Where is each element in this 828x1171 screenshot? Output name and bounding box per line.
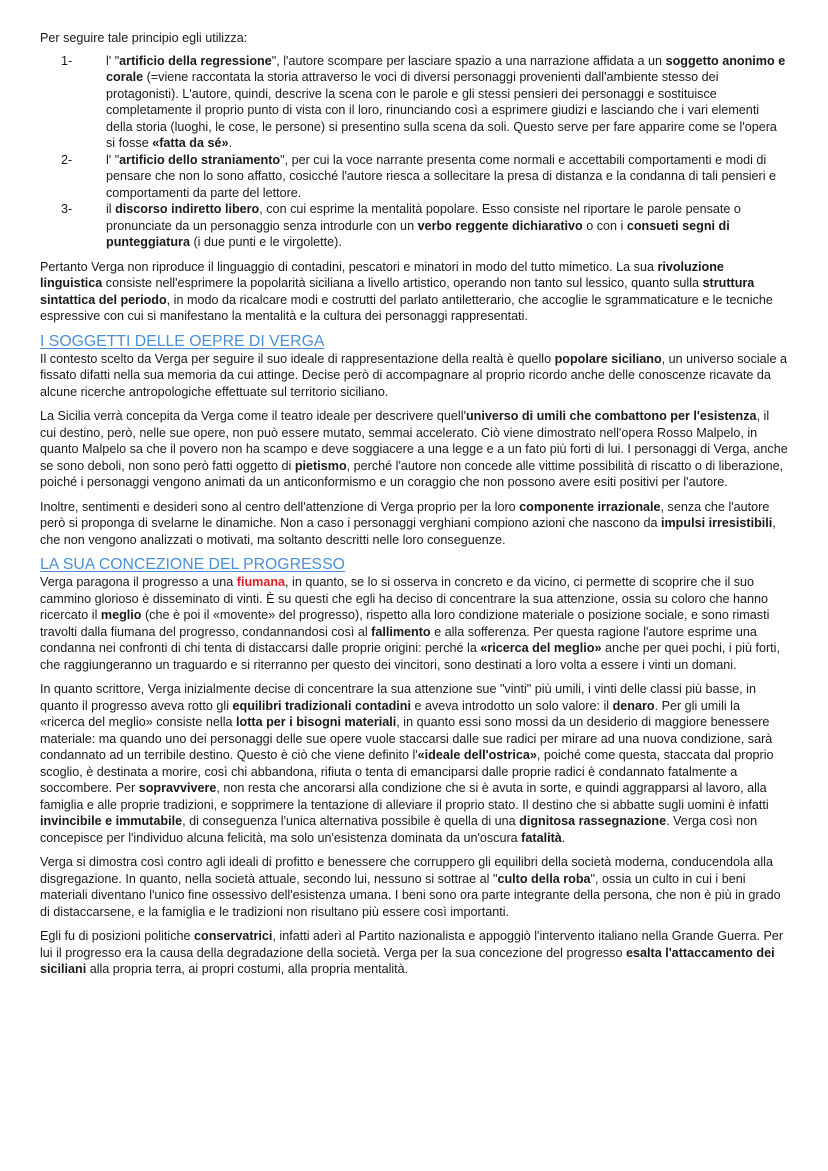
paragraph-linguistic-revolution: Pertanto Verga non riproduce il linguaggio di contadini, pescatori e minatori in modo del tutto mimetico. La sua rivoluzione linguistica consiste nell'esprimere la popolarità siciliana a livello artistico, operando non tanto sul lessico, quanto sulla struttura sintattica del periodo, in modo da ricalcare modi e costrutti del parlato antiletterario, che accoglie le sgrammaticature e le tecniche espressive con cui si manifestano la mentalità e la cultura dei personaggi rappresentati. (40, 259, 773, 323)
paragraph-sicily: La Sicilia verrà concepita da Verga come il teatro ideale per descrivere quell'universo di umili che combattono per l'esistenza, il cui destino, però, nelle sue opere, non può essere mutato, semmai accelerato. Ciò viene dimostrato nell'opera Rosso Malpelo, in quanto Malpelo sa che il povero non ha scampo e deve soggiacere a una legge e a un fato più forti di lui. I personaggi di Verga, anche se sono deboli, non sono però fatti oggetto di pietismo, perché l'autore non concede alle vittime possibilità di riscatto o di liberazione, poiché i personaggi vengono animati da un anticonformismo e un coraggio che non possono avere esiti positivi per l'autore. (40, 409, 788, 489)
list-item: 1- l' "artificio della regressione", l'autore scompare per lasciare spazio a una narrazione affidata a un soggetto anonimo e corale (=viene raccontata la storia attraverso le voci di diversi personaggi provenienti dall'ambiente stesso dei protagonisti). L'autore, quindi, descrive la scena con le parole e gli stessi pensieri dei personaggi e sostituisce completamente il proprio punto di vista con il loro, rinunciando così a esprimere giudizi e lasciando che i vari elementi della storia (luoghi, le cose, le persone) si presentino sulla scena da soli. Questo serve per fare apparire come se l'opera si fosse «fatta da sé». (61, 53, 786, 150)
paragraph-politics: Egli fu di posizioni politiche conservatrici, infatti aderì al Partito nazionalista e appoggiò l'intervento italiano nella Grande Guerra. Per lui il progresso era la causa della degradazione della società. Verga per la sua concezione del progresso esalta l'attaccamento dei siciliani alla propria terra, ai propri costumi, alla propria mentalità. (40, 929, 784, 976)
numbered-list (40, 53, 788, 251)
paragraph-fiumana: Verga paragona il progresso a una fiumana, in quanto, se lo si osserva in concreto e da vicino, ci permette di scoprire che il suo cammino glorioso è disseminato di vinti. È su questi che egli ha deciso di concentrare la sua attenzione, ossia su coloro che hanno ricercato il meglio (che è poi il «movente» del progresso), rispetto alla loro condizione materiale o posizione sociale, e sono rimasti travolti dalla fiumana del progresso, condannandosi così al fallimento e alla sofferenza. Per questa ragione l'autore esprime una condanna nei confronti di chi tenta di distaccarsi dalle proprie origini: perché la «ricerca del meglio» anche per quei pochi, i più forti, che raggiungeranno un traguardo e si riterranno per questo dei vincitori, sono destinati a loro volta a essere i vinti un domani. (40, 575, 780, 672)
list-number: 2- (61, 152, 73, 167)
paragraph-feelings: Inoltre, sentimenti e desideri sono al centro dell'attenzione di Verga proprio per la loro componente irrazionale, senza che l'autore però si proponga di svelarne le dinamiche. Non a caso i personaggi verghiani compiono azioni che nascono da impulsi irresistibili, che non vengono analizzati o motivati, ma soltanto descritti nelle loro conseguenze. (40, 499, 776, 547)
section-heading-subjects: I SOGGETTI DELLE OEPRE DI VERGA (40, 332, 325, 350)
paragraph-context: Il contesto scelto da Verga per seguire il suo ideale di rappresentazione della realtà è quello popolare siciliano, un universo sociale a fissato difatti nella sua memoria da cui attinge. Decise però di accompagnare al proprio ricordo anche delle conoscenze ricavate da alcune ricerche antropologiche effettuate sul territorio siciliano. (40, 351, 787, 399)
list-item: 2- l' "artificio dello straniamento", per cui la voce narrante presenta come normali e accettabili comportamenti e modi di pensare che non lo sono affatto, cosicché l'autore riesca a sollecitare la presa di distanza e la condanna di tali pensieri e comportamenti da parte del lettore. (61, 152, 777, 200)
paragraph-culto-della-roba: Verga si dimostra così contro agli ideali di profitto e benessere che corruppero gli equilibri della società moderna, conducendola alla disgregazione. In quanto, nella società attuale, secondo lui, nessuno si sottrae al "culto della roba", ossia un culto in cui i beni materiali diventano l'unico fine ossessivo dell'esistenza umana. I beni sono ora parte integrante della persona, che non è più in grado di distaccarsene, e la famiglia e le tradizioni non risultano più essere così importanti. (40, 855, 781, 919)
section-heading-progress: LA SUA CONCEZIONE DEL PROGRESSO (40, 556, 345, 573)
intro-paragraph: Per seguire tale principio egli utilizza: (40, 31, 248, 45)
list-item: 3- il discorso indiretto libero, con cui esprime la mentalità popolare. Esso consiste nel riportare le parole pensate o pronunciate da un personaggio senza introdurle con un verbo reggente dichiarativo o con i consueti segni di punteggiatura (i due punti e le virgolette). (61, 202, 741, 249)
paragraph-vinti: In quanto scrittore, Verga inizialmente decise di concentrare la sua attenzione sue "vinti" più umili, i vinti delle classi più basse, in quanto il progresso aveva rotto gli equilibri tradizionali contadini e aveva introdotto un solo valore: il denaro. Per gli umili la «ricerca del meglio» consiste nella lotta per i bisogni materiali, in quanto essi sono mossi da un desiderio di maggiore benessere materiale: ma quando uno dei personaggi delle sue opere vuole staccarsi dalle sue radici per mirare ad una nuova condizione, sarà condannato ad un terribile destino. Questo è ciò che viene definito l'«ideale dell'ostrica», poiché come questa, staccata dal proprio scoglio, è destinata a morire, così chi abbandona, rifiuta o tenta di emanciparsi dalle proprie radici è condannato fatalmente a soccombere. Per sopravvivere, non resta che ancorarsi alla condizione che si è avuta in sorte, e quindi aggrapparsi al lavoro, alla famiglia e alle proprie tradizioni, e sopprimere la tentazione di alleviare il proprio stato. Il destino che si abbatte sugli uomini è infatti invincibile e immutabile, di conseguenza l'unica alternativa possibile è quella di una dignitosa rassegnazione. Verga così non concepisce per l'individuo alcuna felicità, ma solo un'esistenza dominata da un'oscura fatalità. (40, 682, 774, 845)
list-number: 3- (61, 202, 73, 216)
list-number: 1- (61, 53, 73, 68)
